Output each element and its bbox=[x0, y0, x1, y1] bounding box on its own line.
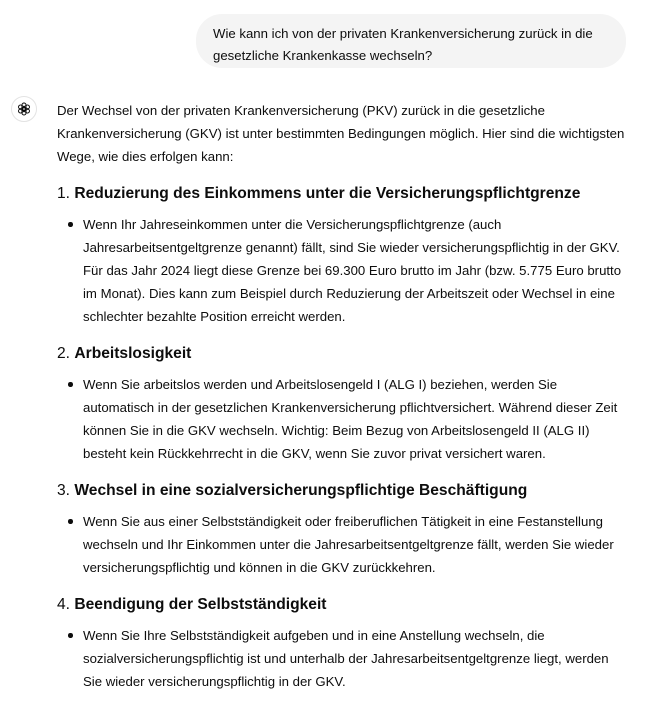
bullet-list bbox=[57, 510, 627, 579]
section-number: 3. bbox=[57, 482, 71, 499]
section-title: Wechsel in eine sozialversicherungspflichtige Beschäftigung bbox=[74, 482, 528, 499]
section-heading-4 bbox=[57, 594, 627, 616]
bullet-list bbox=[57, 213, 627, 328]
user-message-bubble bbox=[196, 14, 626, 68]
list-item: Wenn Sie Ihre Selbstständigkeit aufgeben und in eine Anstellung wechseln, die sozialversicherungspflichtig ist und unterhalb der Jahresarbeitsentgeltgrenze liegt, werden Sie wieder versicherungspflichtig in der GKV. bbox=[83, 624, 627, 693]
bullet-list bbox=[57, 624, 627, 693]
assistant-intro: Der Wechsel von der privaten Krankenversicherung (PKV) zurück in die gesetzliche Krankenversicherung (GKV) ist unter bestimmten Bedingungen möglich. Hier sind die wichtigsten Wege, wie dies erfolgen kann: bbox=[57, 103, 625, 164]
section-number: 2. bbox=[57, 345, 71, 362]
openai-logo-icon bbox=[16, 101, 32, 117]
section-title: Reduzierung des Einkommens unter die Versicherungspflichtgrenze bbox=[74, 185, 581, 202]
section-heading-2 bbox=[57, 343, 627, 365]
section-title: Arbeitslosigkeit bbox=[74, 345, 192, 362]
section-heading-1 bbox=[57, 183, 627, 205]
list-item: Wenn Ihr Jahreseinkommen unter die Versicherungspflichtgrenze (auch Jahresarbeitsentgeltgrenze genannt) fällt, sind Sie wieder versicherungspflichtig in der GKV. Für das Jahr 2024 liegt diese Grenze bei 69.300 Euro brutto im Jahr (bzw. 5.775 Euro brutto im Monat). Dies kann zum Beispiel durch Reduzierung der Arbeitszeit oder Wechsel in eine schlechter bezahlte Position erreicht werden. bbox=[83, 213, 627, 328]
list-item: Wenn Sie aus einer Selbstständigkeit oder freiberuflichen Tätigkeit in eine Festanstellung wechseln und Ihr Einkommen unter die Jahresarbeitsentgeltgrenze fällt, werden Sie wieder versicherungspflichtig und können in die GKV zurückkehren. bbox=[83, 510, 627, 579]
bullet-list bbox=[57, 373, 627, 465]
section-number: 4. bbox=[57, 596, 71, 613]
section-heading-3 bbox=[57, 480, 627, 502]
section-title: Beendigung der Selbstständigkeit bbox=[74, 596, 327, 613]
assistant-message bbox=[57, 99, 627, 707]
list-item: Wenn Sie arbeitslos werden und Arbeitslosengeld I (ALG I) beziehen, werden Sie automatisch in der gesetzlichen Krankenversicherung pflichtversichert. Während dieser Zeit können Sie in die GKV wechseln. Wichtig: Beim Bezug von Arbeitslosengeld II (ALG II) besteht kein Rückkehrrecht in die GKV, wenn Sie zuvor privat versichert waren. bbox=[83, 373, 627, 465]
user-message-text: Wie kann ich von der privaten Krankenversicherung zurück in die gesetzliche Krankenkasse wechseln? bbox=[213, 26, 593, 63]
section-number: 1. bbox=[57, 185, 71, 202]
assistant-avatar bbox=[11, 96, 37, 122]
